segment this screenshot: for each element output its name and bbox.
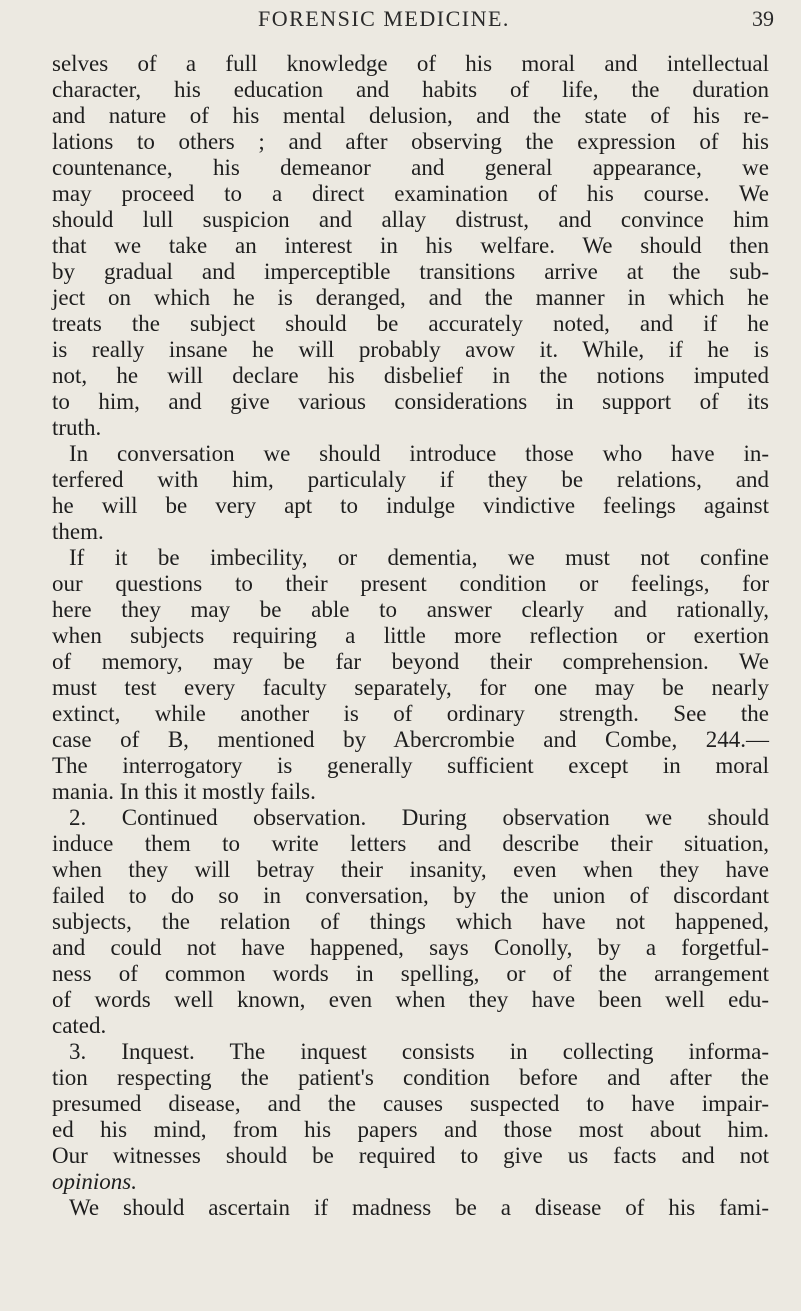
text-line: of words well known, even when they have been well edu- <box>52 987 769 1012</box>
text-line: may proceed to a direct examination of his course. We <box>52 181 769 206</box>
text-line: ness of common words in spelling, or of the arrangement <box>52 961 769 986</box>
text-line: cated. <box>52 1013 107 1038</box>
text-line: ject on which he is deranged, and the manner in which he <box>52 285 769 310</box>
text-line: failed to do so in conversation, by the union of discordant <box>52 883 769 908</box>
text-line: opinions. <box>52 1169 137 1194</box>
text-line: lations to others ; and after observing the expression of his <box>52 129 769 154</box>
text-line: terfered with him, particulaly if they be relations, and <box>52 467 769 492</box>
text-line: If it be imbecility, or dementia, we must not confine <box>69 545 769 570</box>
text-line: that we take an interest in his welfare. We should then <box>52 233 769 258</box>
text-line: induce them to write letters and describe their situation, <box>52 831 769 856</box>
text-line: case of B, mentioned by Abercrombie and Combe, 244.— <box>52 727 769 752</box>
page-header <box>0 6 801 36</box>
text-line: he will be very apt to indulge vindictive feelings against <box>52 493 769 518</box>
text-line: of memory, may be far beyond their comprehension. We <box>52 649 769 674</box>
text-line: not, he will declare his disbelief in the notions imputed <box>52 363 769 388</box>
text-line: In conversation we should introduce those who have in- <box>69 441 769 466</box>
text-line: Our witnesses should be required to give us facts and not <box>52 1143 769 1168</box>
text-line: ed his mind, from his papers and those most about him. <box>52 1117 769 1142</box>
text-line: presumed disease, and the causes suspected to have impair- <box>52 1091 769 1116</box>
text-line: them. <box>52 519 104 544</box>
text-line: to him, and give various considerations in support of its <box>52 389 769 414</box>
text-line: mania. In this it mostly fails. <box>52 779 316 804</box>
text-line: and nature of his mental delusion, and the state of his re- <box>52 103 769 128</box>
text-line: extinct, while another is of ordinary strength. See the <box>52 701 769 726</box>
text-line: subjects, the relation of things which have not happened, <box>52 909 769 934</box>
text-line: and could not have happened, says Conolly, by a forgetful- <box>52 935 769 960</box>
text-line: 3. Inquest. The inquest consists in collecting informa- <box>69 1039 769 1064</box>
text-line: by gradual and imperceptible transitions arrive at the sub- <box>52 259 769 284</box>
text-line: here they may be able to answer clearly and rationally, <box>52 597 769 622</box>
text-line: when subjects requiring a little more reflection or exertion <box>52 623 769 648</box>
text-line: our questions to their present condition or feelings, for <box>52 571 769 596</box>
page-number: 39 <box>752 6 774 31</box>
text-line: truth. <box>52 415 102 440</box>
text-line: treats the subject should be accurately noted, and if he <box>52 311 769 336</box>
text-line: should lull suspicion and allay distrust, and convince him <box>52 207 769 232</box>
text-line: character, his education and habits of life, the duration <box>52 77 769 102</box>
text-line: selves of a full knowledge of his moral and intellectual <box>52 51 769 76</box>
running-head: FORENSIC MEDICINE. <box>258 6 510 31</box>
text-line: The interrogatory is generally sufficient except in moral <box>52 753 769 778</box>
text-line: 2. Continued observation. During observation we should <box>69 805 769 830</box>
text-line: is really insane he will probably avow it. While, if he is <box>52 337 769 362</box>
text-line: We should ascertain if madness be a disease of his fami- <box>69 1195 769 1220</box>
text-line: tion respecting the patient's condition before and after the <box>52 1065 769 1090</box>
text-line: countenance, his demeanor and general appearance, we <box>52 155 769 180</box>
text-line: must test every faculty separately, for one may be nearly <box>52 675 769 700</box>
text-line: when they will betray their insanity, even when they have <box>52 857 769 882</box>
